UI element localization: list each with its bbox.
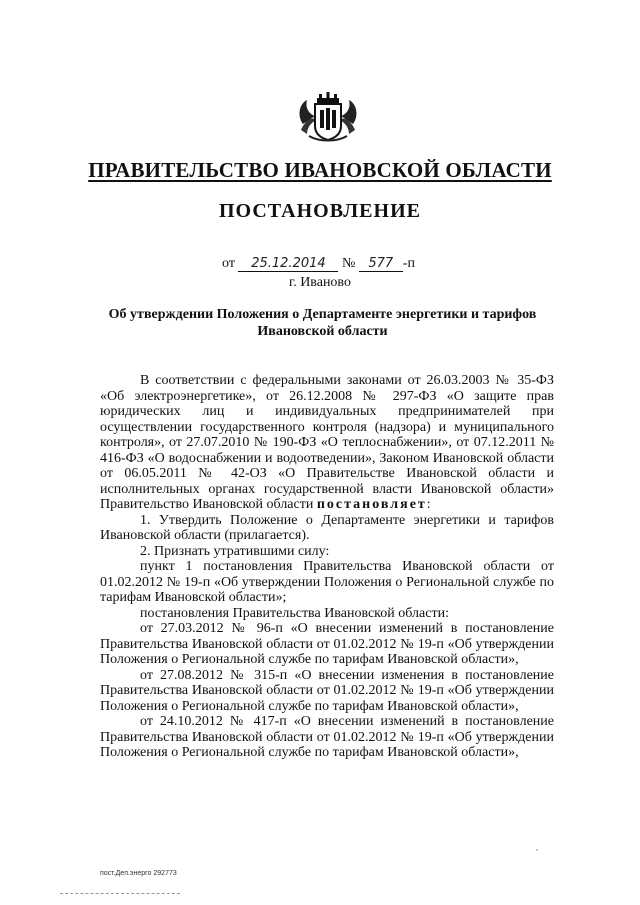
- government-title: ПРАВИТЕЛЬСТВО ИВАНОВСКОЙ ОБЛАСТИ: [88, 158, 552, 182]
- handwritten-date: 25.12.2014: [238, 256, 338, 272]
- item-2: 2. Признать утратившими силу:: [140, 543, 330, 559]
- scan-artifact: ,: [536, 843, 538, 852]
- date-prefix: от: [222, 256, 235, 271]
- item-1: 1. Утвердить Положение о Департаменте энергетики и тарифов Ивановской области (прилагается).: [100, 512, 554, 543]
- date-number-line: [222, 256, 415, 272]
- number-label: №: [341, 256, 356, 271]
- item-2b-2: от 27.08.2012 № 315-п «О внесении изменения в постановление Правительства Ивановской области от 01.02.2012 № 19-п «Об утверждении Положения о Региональной службе по тарифам Ивановской области»,: [100, 667, 554, 714]
- coat-of-arms-icon: [295, 90, 361, 144]
- document-type-title: ПОСТАНОВЛЕНИЕ: [219, 200, 421, 222]
- item-2b-3: от 24.10.2012 № 417-п «О внесении изменений в постановление Правительства Ивановской области от 01.02.2012 № 19-п «Об утверждении Положения о Региональной службе по тарифам Ивановской области»,: [100, 714, 554, 760]
- resolves-word: постановляет: [316, 497, 427, 512]
- item-2b-1: от 27.03.2012 № 96-п «О внесении изменений в постановление Правительства Ивановской области от 01.02.2012 № 19-п «Об утверждении Положения о Региональной службе по тарифам Ивановской области»,: [100, 621, 554, 667]
- document-subject: Об утверждении Положения о Департаменте энергетики и тарифов Ивановской области: [108, 307, 537, 339]
- preamble-text: В соответствии с федеральными законами от 26.03.2003 № 35-ФЗ «Об электроэнергетике», от 26.12.2008 № 297-ФЗ «О защите прав юридических лиц и индивидуальных предпринимателей при осуществлении государственного контроля (надзора) и муниципального контроля», от 27.07.2010 № 190-ФЗ «О теплоснабжении», от 07.12.2011 № 416-ФЗ «О водоснабжении и водоотведении», Законом Ивановской области от 06.05.2011 № 42-ОЗ «О Правительстве Ивановской области и исполнительных органах государственной власти Ивановской области» Правительство Ивановской области: [100, 373, 554, 512]
- item-2a: пункт 1 постановления Правительства Ивановской области от 01.02.2012 № 19-п «Об утверждении Положения о Региональной службе по тарифам Ивановской области»;: [100, 559, 554, 605]
- item-2b: постановления Правительства Ивановской области:: [140, 605, 449, 621]
- preamble-paragraph: [100, 373, 554, 513]
- number-suffix: -п: [402, 256, 415, 271]
- city-line: г. Иваново: [289, 275, 351, 290]
- footer-divider: [60, 893, 180, 894]
- resolves-colon: :: [426, 497, 431, 512]
- handwritten-number: 577: [359, 256, 403, 272]
- document-body: [100, 373, 554, 761]
- footer-code: пост.Деп.энерго 292773: [100, 870, 177, 877]
